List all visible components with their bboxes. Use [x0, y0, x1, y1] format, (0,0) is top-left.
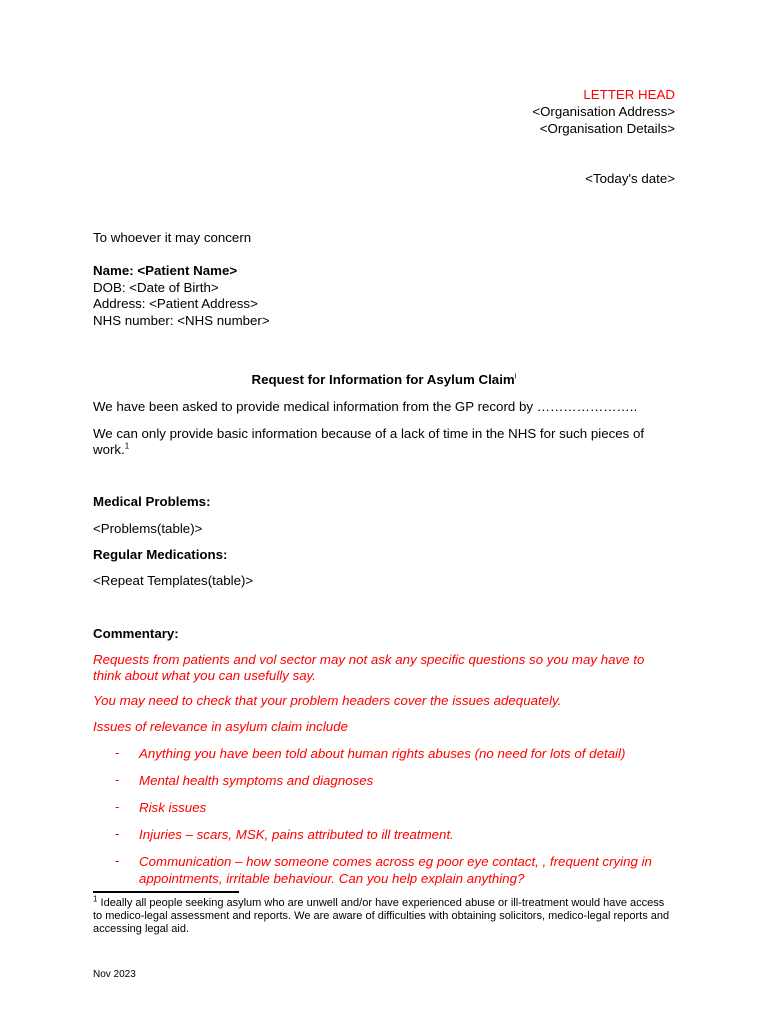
- footnote-reference: 1: [124, 441, 130, 451]
- patient-address: Address: <Patient Address>: [93, 296, 258, 311]
- todays-date: <Today's date>: [585, 171, 675, 186]
- bullet-marker: -: [115, 853, 120, 868]
- body-paragraph-1: We have been asked to provide medical information from the GP record by …………………..: [93, 399, 638, 414]
- commentary-paragraph-3: Issues of relevance in asylum claim include: [93, 719, 348, 734]
- commentary-paragraph-2: You may need to check that your problem headers cover the issues adequately.: [93, 693, 562, 708]
- bullet-item: Mental health symptoms and diagnoses: [139, 773, 374, 788]
- bullet-item: Anything you have been told about human rights abuses (no need for lots of detail): [139, 746, 626, 761]
- regular-medications-heading: Regular Medications:: [93, 547, 228, 562]
- regular-medications-placeholder: <Repeat Templates(table)>: [93, 573, 254, 588]
- body-paragraph-2: [93, 426, 675, 458]
- bullet-item: Risk issues: [139, 800, 207, 815]
- letter-heading: [93, 372, 675, 387]
- patient-dob: DOB: <Date of Birth>: [93, 280, 219, 295]
- body-paragraph-2-text: We can only provide basic information because of a lack of time in the NHS for such pieces of work.: [93, 426, 645, 457]
- bullet-item: Injuries – scars, MSK, pains attributed to ill treatment.: [139, 827, 454, 842]
- letterhead-title: LETTER HEAD: [583, 87, 675, 102]
- commentary-heading: Commentary:: [93, 626, 179, 641]
- patient-nhs-number: NHS number: <NHS number>: [93, 313, 270, 328]
- footnote-separator: [93, 891, 239, 893]
- medical-problems-heading: Medical Problems:: [93, 494, 211, 509]
- bullet-item: Communication – how someone comes across eg poor eye contact, , frequent crying in appointments, irritable behaviour. Can you help explain anything?: [139, 854, 652, 886]
- medical-problems-placeholder: <Problems(table)>: [93, 521, 203, 536]
- bullet-marker: -: [115, 745, 120, 760]
- bullet-marker: -: [115, 799, 120, 814]
- letter-heading-title: Request for Information for Asylum Claim: [251, 372, 515, 387]
- bullet-marker: -: [115, 772, 120, 787]
- patient-name: Name: <Patient Name>: [93, 263, 238, 278]
- bullet-marker: -: [115, 826, 120, 841]
- footnote-marker: 1: [93, 894, 98, 904]
- footnote-text: Ideally all people seeking asylum who are unwell and/or have experienced abuse or ill-treatment would have access to medico-legal assessment and reports. We are aware of difficulties with obtaining solicitors, medico-legal reports and accessing legal aid.: [93, 897, 670, 935]
- commentary-paragraph-1: Requests from patients and vol sector may not ask any specific questions so you may have to think about what you can usefully say.: [93, 652, 645, 683]
- endnote-marker: i: [514, 371, 517, 381]
- organisation-details: <Organisation Details>: [539, 121, 675, 136]
- footnote: [93, 894, 673, 936]
- footer-date: Nov 2023: [93, 969, 136, 980]
- organisation-address: <Organisation Address>: [532, 104, 675, 119]
- salutation: To whoever it may concern: [93, 230, 252, 245]
